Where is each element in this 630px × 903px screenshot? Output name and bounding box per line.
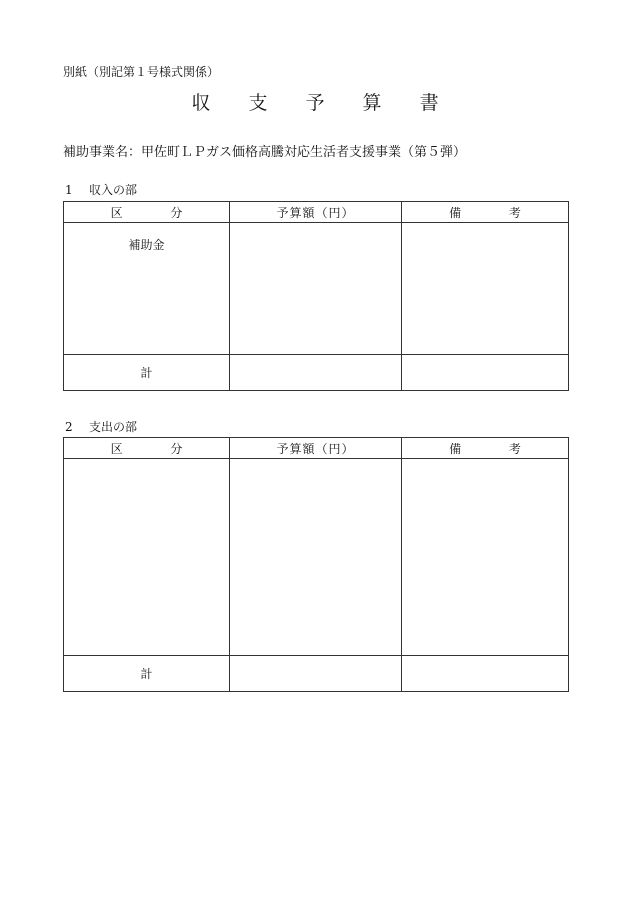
project-name-line	[63, 144, 466, 162]
expense-header-row	[64, 438, 569, 459]
income-remarks-cell	[402, 223, 569, 355]
project-name-label: 補助事業名：	[63, 145, 142, 160]
project-name-value: 甲佐町ＬＰガス価格高騰対応生活者支援事業（第５弾）	[141, 145, 467, 160]
income-section-number: 1	[65, 183, 73, 197]
income-total-amount	[230, 355, 402, 391]
income-section-title: 収入の部	[89, 183, 138, 197]
expense-section-heading	[65, 419, 137, 435]
income-total-remarks	[402, 355, 569, 391]
expense-total-remarks	[402, 656, 569, 692]
expense-amount-header: 予算額（円）	[230, 438, 402, 459]
income-remarks-header: 備 考	[402, 202, 569, 223]
income-item-cell: 補助金	[64, 223, 230, 355]
expense-item-cell	[64, 459, 230, 656]
income-table	[63, 201, 569, 391]
expense-section-number: 2	[65, 420, 73, 434]
income-body-row	[64, 223, 569, 355]
expense-table	[63, 437, 569, 692]
income-amount-header: 予算額（円）	[230, 202, 402, 223]
income-section-heading	[65, 182, 137, 198]
income-total-row	[64, 355, 569, 391]
expense-total-amount	[230, 656, 402, 692]
income-amount-cell	[230, 223, 402, 355]
expense-body-row	[64, 459, 569, 656]
attachment-note: 別紙（別記第１号様式関係）	[63, 65, 220, 79]
document-title: 収 支 予 算 書	[191, 92, 455, 114]
expense-section-title: 支出の部	[89, 420, 138, 434]
income-category-header: 区 分	[64, 202, 230, 223]
income-header-row	[64, 202, 569, 223]
income-total-label: 計	[64, 355, 230, 391]
expense-amount-cell	[230, 459, 402, 656]
expense-remarks-header: 備 考	[402, 438, 569, 459]
expense-remarks-cell	[402, 459, 569, 656]
expense-category-header: 区 分	[64, 438, 230, 459]
expense-total-label: 計	[64, 656, 230, 692]
expense-total-row	[64, 656, 569, 692]
